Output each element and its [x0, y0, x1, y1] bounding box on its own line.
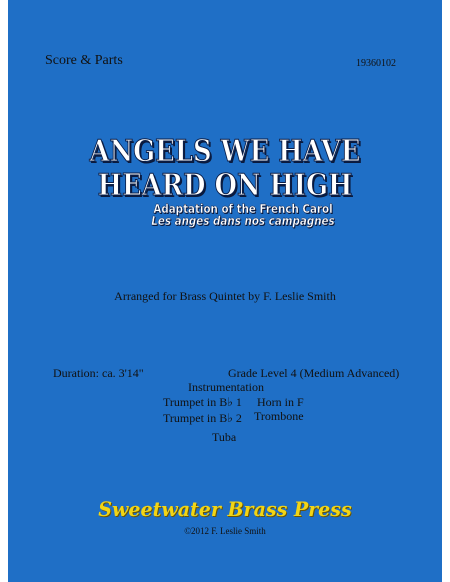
title-line-1: ANGELS WE HAVE: [89, 134, 361, 169]
instrument-trumpet-2: Trumpet in B♭ 2: [163, 411, 242, 425]
title-line-2: HEARD ON HIGH: [97, 168, 353, 203]
catalog-number: 19360102: [356, 58, 396, 69]
score-parts-label: Score & Parts: [45, 53, 123, 68]
instrument-trumpet-1: Trumpet in B♭ 1: [163, 395, 242, 409]
publisher-logo: Sweetwater Brass Press: [98, 497, 352, 521]
instrument-trombone: Trombone: [254, 409, 304, 423]
arranged-by: Arranged for Brass Quintet by F. Leslie Smith: [114, 289, 336, 303]
subtitle-line-2: Les anges dans nos campagnes: [151, 214, 335, 228]
grade-level: Grade Level 4 (Medium Advanced): [228, 366, 400, 380]
subtitle-line-1: Adaptation of the French Carol: [153, 202, 333, 216]
instrument-horn: Horn in F: [257, 395, 304, 409]
duration: Duration: ca. 3'14": [53, 366, 144, 380]
instrumentation-heading: Instrumentation: [188, 380, 264, 394]
copyright: ©2012 F. Leslie Smith: [184, 526, 266, 536]
score-cover: [8, 0, 442, 582]
instrument-tuba: Tuba: [212, 430, 237, 444]
